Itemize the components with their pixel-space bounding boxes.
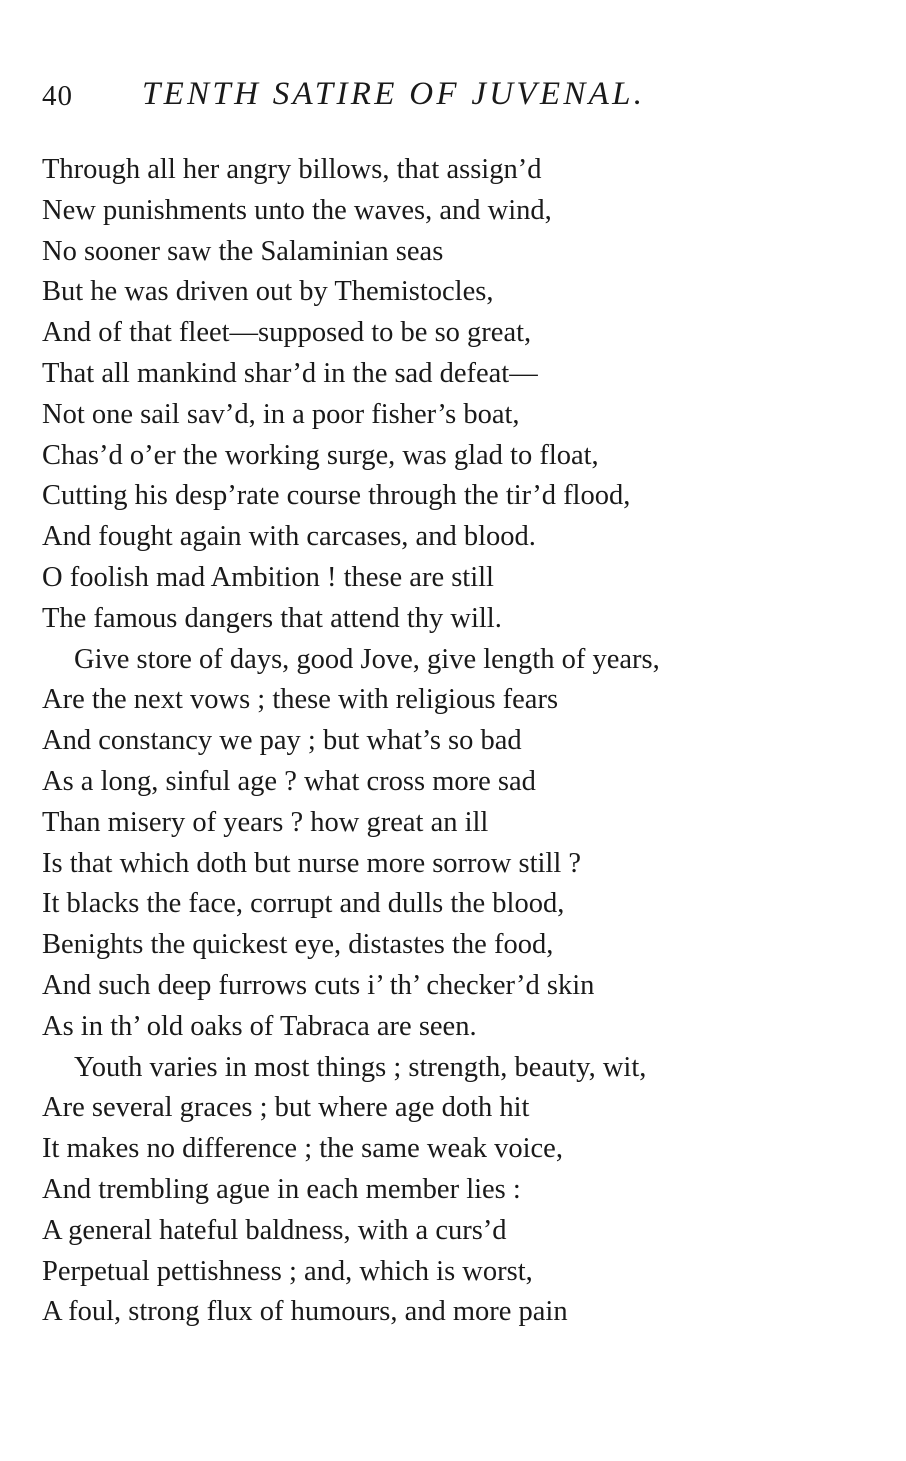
poem-line: And constancy we pay ; but what’s so bad xyxy=(42,725,522,757)
poem-line: Benights the quickest eye, distastes the food, xyxy=(42,929,554,961)
poem-line: Cutting his desp’rate course through the tir’d flood, xyxy=(42,480,631,512)
poem-line: But he was driven out by Themistocles, xyxy=(42,276,494,308)
poem-line: And of that fleet—supposed to be so great, xyxy=(42,317,532,349)
poem-text xyxy=(42,150,842,1333)
poem-line: That all mankind shar’d in the sad defeat— xyxy=(42,357,538,389)
poem-line: Are several graces ; but where age doth hit xyxy=(42,1092,530,1124)
page-header xyxy=(42,70,862,120)
poem-line: As a long, sinful age ? what cross more sad xyxy=(42,765,536,797)
poem-line: O foolish mad Ambition ! these are still xyxy=(42,561,494,593)
poem-line: Perpetual pettishness ; and, which is worst, xyxy=(42,1255,533,1287)
poem-line: Is that which doth but nurse more sorrow still ? xyxy=(42,847,582,879)
poem-line: And such deep furrows cuts i’ th’ checker’d skin xyxy=(42,969,595,1001)
poem-line: No sooner saw the Salaminian seas xyxy=(42,235,444,267)
poem-line: It blacks the face, corrupt and dulls the blood, xyxy=(42,888,565,920)
poem-line: Give store of days, good Jove, give length of years, xyxy=(74,643,660,675)
poem-line: Than misery of years ? how great an ill xyxy=(42,806,489,838)
poem-line: And trembling ague in each member lies : xyxy=(42,1173,521,1205)
poem-line: A foul, strong flux of humours, and more pain xyxy=(42,1296,568,1328)
poem-line: Not one sail sav’d, in a poor fisher’s boat, xyxy=(42,398,520,430)
poem-line: As in th’ old oaks of Tabraca are seen. xyxy=(42,1010,477,1042)
poem-line: And fought again with carcases, and blood. xyxy=(42,521,536,553)
running-title: TENTH SATIRE OF JUVENAL. xyxy=(142,76,646,112)
poem-line: A general hateful baldness, with a curs’d xyxy=(42,1214,507,1246)
poem-line: Chas’d o’er the working surge, was glad to float, xyxy=(42,439,599,471)
poem-line: Youth varies in most things ; strength, beauty, wit, xyxy=(74,1051,647,1083)
poem-line: Through all her angry billows, that assign’d xyxy=(42,154,542,185)
poem-line: It makes no difference ; the same weak voice, xyxy=(42,1133,563,1165)
poem-line: The famous dangers that attend thy will. xyxy=(42,602,502,634)
poem-line: New punishments unto the waves, and wind, xyxy=(42,194,552,226)
poem-line: Are the next vows ; these with religious fears xyxy=(42,684,559,716)
page-number: 40 xyxy=(42,80,73,112)
